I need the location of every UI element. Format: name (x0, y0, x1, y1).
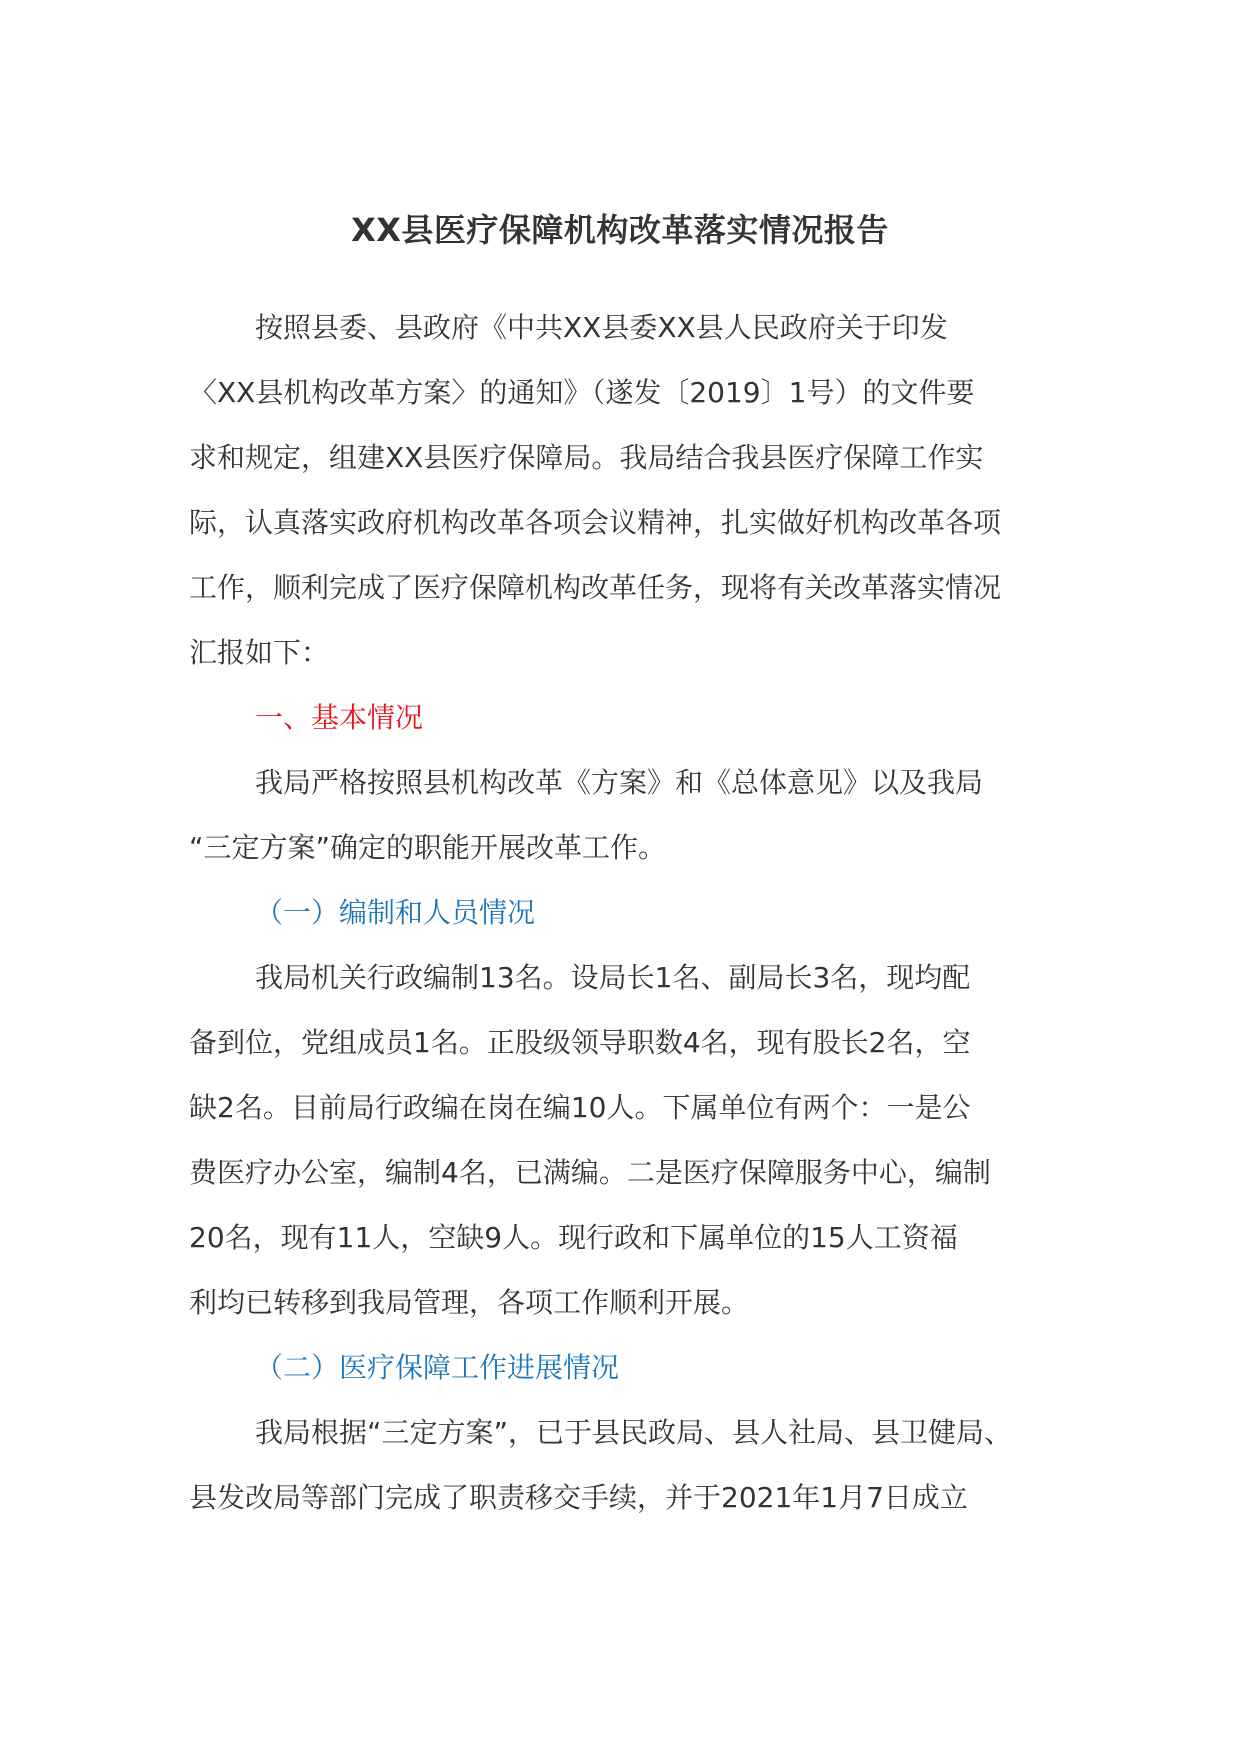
paragraph-line: 缺2名。目前局行政编在岗在编10人。下属单位有两个：一是公 (189, 1091, 971, 1124)
paragraph-line: 〈XX县机构改革方案〉的通知》（遂发〔2019〕1号）的文件要 (189, 376, 975, 409)
subsection-heading-progress: （二）医疗保障工作进展情况 (255, 1351, 620, 1384)
section-heading-basic: 一、基本情况 (255, 701, 424, 734)
subsection-heading-staffing: （一）编制和人员情况 (255, 896, 536, 929)
document-title: XX县医疗保障机构改革落实情况报告 (351, 211, 889, 249)
paragraph-line: 按照县委、县政府《中共XX县委XX县人民政府关于印发 (255, 311, 948, 344)
paragraph-line: 汇报如下： (189, 636, 330, 669)
paragraph-line: 备到位，党组成员1名。正股级领导职数4名，现有股长2名，空 (189, 1026, 971, 1059)
paragraph-line: 际，认真落实政府机构改革各项会议精神，扎实做好机构改革各项 (189, 506, 1002, 539)
paragraph-line: 20名，现有11人，空缺9人。现行政和下属单位的15人工资福 (189, 1221, 958, 1254)
paragraph-line: 费医疗办公室，编制4名，已满编。二是医疗保障服务中心，编制 (189, 1156, 991, 1189)
paragraph-line: 我局严格按照县机构改革《方案》和《总体意见》以及我局 (255, 766, 984, 799)
paragraph-line: 我局根据“三定方案”，已于县民政局、县人社局、县卫健局、 (255, 1416, 1013, 1449)
paragraph-line: 工作，顺利完成了医疗保障机构改革任务，现将有关改革落实情况 (189, 571, 1002, 604)
paragraph-line: 我局机关行政编制13名。设局长1名、副局长3名，现均配 (255, 961, 971, 994)
paragraph-line: 求和规定，组建XX县医疗保障局。我局结合我县医疗保障工作实 (189, 441, 984, 474)
paragraph-line: 利均已转移到我局管理，各项工作顺利开展。 (189, 1286, 750, 1319)
paragraph-line: “三定方案”确定的职能开展改革工作。 (189, 831, 667, 864)
document-body (189, 295, 1049, 1530)
paragraph-line: 县发改局等部门完成了职责移交手续，并于2021年1月7日成立 (189, 1481, 968, 1514)
